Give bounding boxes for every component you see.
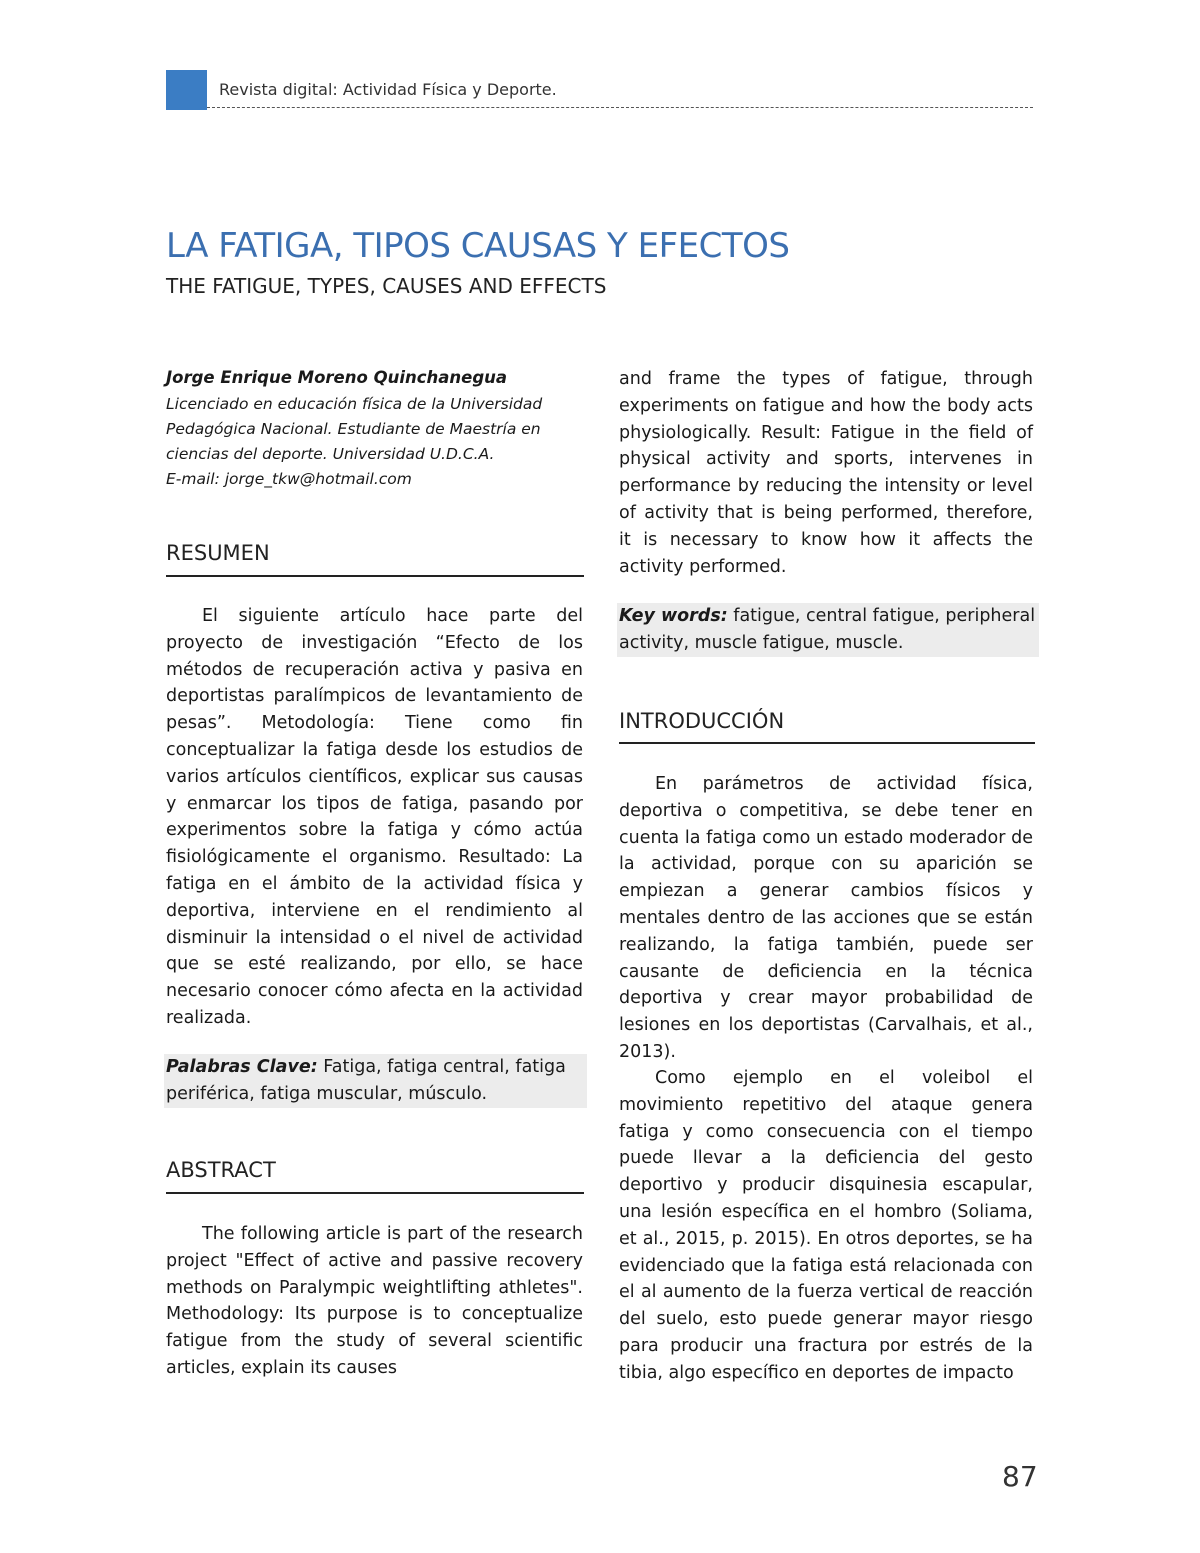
author-affiliation-line: Pedagógica Nacional. Estudiante de Maestría en [166, 420, 541, 438]
page-number: 87 [1002, 1460, 1038, 1493]
key-words-text: fatigue, central fatigue, peripheral activity, muscle fatigue, muscle. [619, 606, 1036, 653]
abstract-text-left: The following article is part of the research project "Effect of active and passive recovery methods on Paralympic weightlifting athletes". Methodology: Its purpose is to conceptualize fatigue from the study of several scientific articles, explain its causes [166, 1224, 583, 1378]
author-name: Jorge Enrique Moreno Quinchanegua [166, 368, 508, 387]
palabras-clave-text: Fatiga, fatiga central, fatiga periférica, fatiga muscular, músculo. [166, 1057, 566, 1104]
abstract-text-right: and frame the types of fatigue, through experiments on fatigue and how the body acts physiologically. Result: Fatigue in the field of physical activity and sports, intervenes in performance by reducing the intensity or level of activity that is being performed, therefore, it is necessary to know how it affects the activity performed. [619, 369, 1033, 577]
article-title: LA FATIGA, TIPOS CAUSAS Y EFECTOS [166, 226, 790, 266]
resumen-rule [166, 575, 584, 577]
palabras-clave-box [164, 1054, 587, 1108]
journal-logo-square [166, 70, 207, 110]
header-dashed-rule [207, 107, 1033, 108]
abstract-heading: ABSTRACT [166, 1158, 276, 1182]
resumen-heading: RESUMEN [166, 541, 270, 565]
journal-name: Revista digital: Actividad Física y Deporte. [219, 80, 557, 99]
author-affiliation-line: ciencias del deporte. Universidad U.D.C.A. [166, 445, 495, 463]
palabras-clave-label: Palabras Clave: [166, 1057, 318, 1077]
author-email[interactable]: E-mail: jorge_tkw@hotmail.com [166, 470, 412, 488]
introduccion-rule [619, 742, 1035, 744]
author-affiliation-line: Licenciado en educación física de la Universidad [166, 395, 543, 413]
resumen-text: El siguiente artículo hace parte del proyecto de investigación “Efecto de los métodos de recuperación activa y pasiva en deportistas paralímpicos de levantamiento de pesas”. Metodología: Tiene como fin conceptualizar la fatiga desde los estudios de varios artículos científicos, explicar sus causas y enmarcar los tipos de fatiga, pasando por experimentos sobre la fatiga y cómo actúa fisiológicamente el organismo. Resultado: La fatiga en el ámbito de la actividad física y deportiva, interviene en el rendimiento al disminuir la intensidad o el nivel de actividad que se esté realizando, por ello, se hace necesario conocer cómo afecta en la actividad realizada. [166, 606, 583, 1028]
key-words-label: Key words: [619, 606, 728, 626]
introduccion-heading: INTRODUCCIÓN [619, 709, 785, 733]
introduccion-paragraph-1: En parámetros de actividad física, deportiva o competitiva, se debe tener en cuenta la fatiga como un estado moderador de la actividad, porque con su aparición se empiezan a generar cambios físicos y mentales dentro de las acciones que se están realizando, la fatiga también, puede ser causante de deficiencia en la técnica deportiva y crear mayor probabilidad de lesiones en los deportistas (Carvalhais, et al., 2013). [619, 774, 1033, 1062]
abstract-rule [166, 1192, 584, 1194]
author-block [166, 368, 586, 492]
article-subtitle: THE FATIGUE, TYPES, CAUSES AND EFFECTS [166, 274, 607, 298]
introduccion-paragraph-2: Como ejemplo en el voleibol el movimiento repetitivo del ataque genera fatiga y como consecuencia con el tiempo puede llevar a la deficiencia del gesto deportivo y producir disquinesia escapular, una lesión específica en el hombro (Soliama, et al., 2015, p. 2015). En otros deportes, se ha evidenciado que la fatiga está relacionada con el al aumento de la fuerza vertical de reacción del suelo, esto puede generar mayor riesgo para producir una fractura por estrés de la tibia, algo específico en deportes de impacto [619, 1068, 1033, 1383]
key-words-box [617, 603, 1039, 657]
